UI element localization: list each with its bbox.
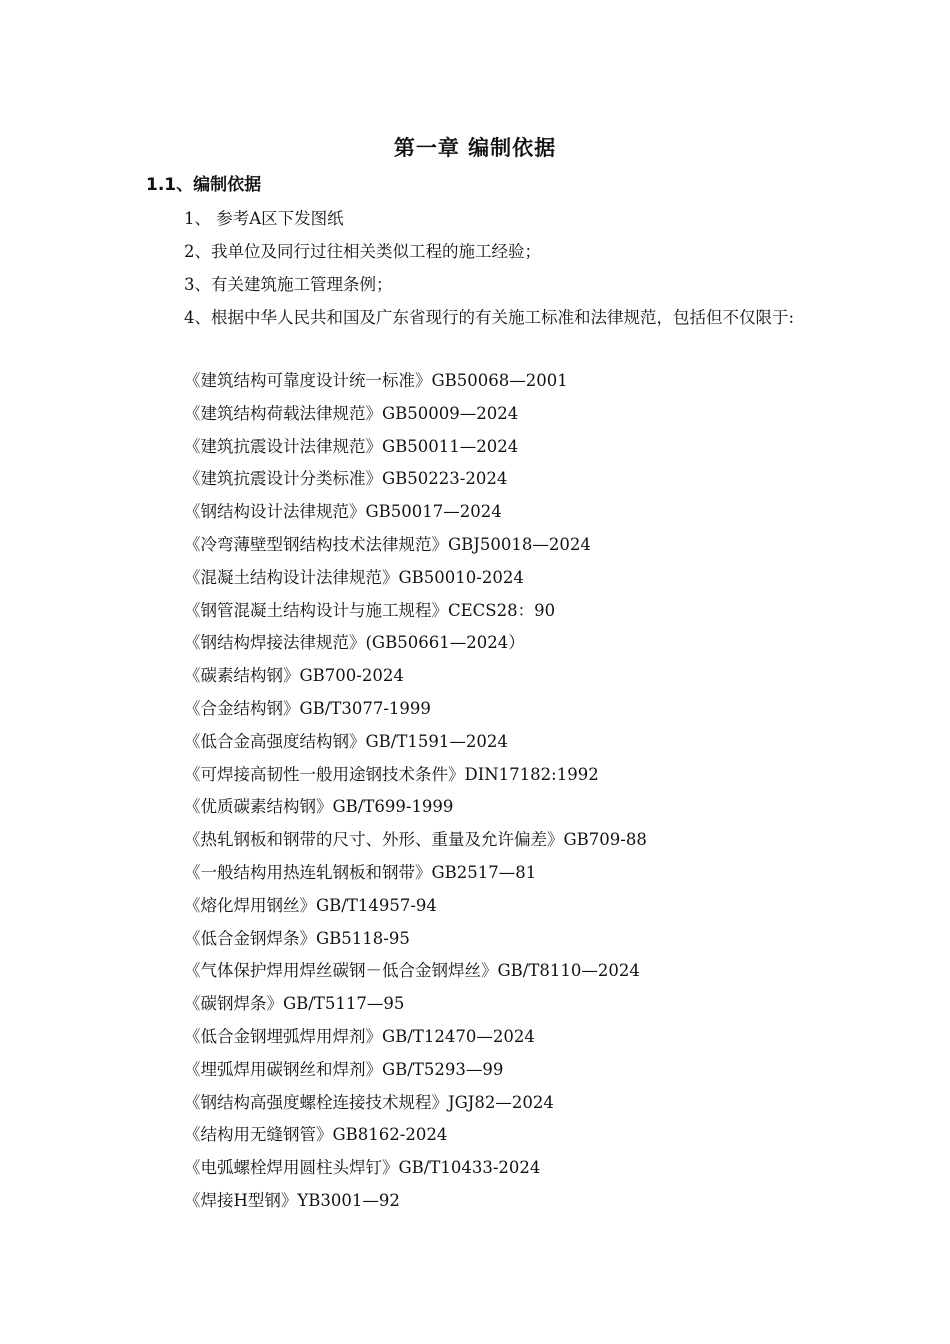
- standard-item: 《钢结构高强度螺栓连接技术规程》JGJ82—2024: [184, 1092, 554, 1112]
- standard-item: 《熔化焊用钢丝》GB/T14957-94: [184, 895, 437, 915]
- standard-item: 《埋弧焊用碳钢丝和焊剂》GB/T5293—99: [184, 1059, 504, 1079]
- standard-item: 《钢结构焊接法律规范》(GB50661—2024）: [184, 633, 525, 653]
- standard-item: 《优质碳素结构钢》GB/T699-1999: [184, 797, 454, 817]
- standard-item: 《碳素结构钢》GB700-2024: [184, 666, 404, 686]
- standard-item: 《碳钢焊条》GB/T5117—95: [184, 994, 405, 1014]
- basis-item-4: 4、根据中华人民共和国及广东省现行的有关施工标准和法律规范，包括但不仅限于:: [184, 308, 795, 327]
- standard-item: 《电弧螺栓焊用圆柱头焊钉》GB/T10433-2024: [184, 1158, 541, 1178]
- standard-item: 《冷弯薄壁型钢结构技术法律规范》GBJ50018—2024: [184, 534, 591, 554]
- basis-item-2: 2、我单位及同行过往相关类似工程的施工经验；: [184, 242, 541, 261]
- section-heading: 1.1、编制依据: [146, 175, 262, 195]
- standard-item: 《合金结构钢》GB/T3077-1999: [184, 698, 431, 718]
- standard-item: 《低合金钢焊条》GB5118-95: [184, 928, 410, 948]
- standard-item: 《建筑结构可靠度设计统一标准》GB50068—2001: [184, 371, 568, 390]
- standard-item: 《钢结构设计法律规范》GB50017—2024: [184, 502, 502, 522]
- standards-list: [184, 365, 647, 1218]
- standard-item: 《建筑结构荷载法律规范》GB50009—2024: [184, 403, 519, 423]
- standard-item: 《建筑抗震设计分类标准》GB50223-2024: [184, 469, 508, 489]
- standard-item: 《气体保护焊用焊丝碳钢－低合金钢焊丝》GB/T8110—2024: [184, 961, 640, 981]
- standard-item: 《低合金钢埋弧焊用焊剂》GB/T12470—2024: [184, 1026, 535, 1046]
- standard-item: 《钢管混凝土结构设计与施工规程》CECS28：90: [184, 600, 556, 620]
- basis-item-3: 3、有关建筑施工管理条例；: [184, 275, 393, 294]
- standard-item: 《热轧钢板和钢带的尺寸、外形、重量及允许偏差》GB709-88: [184, 830, 647, 850]
- standard-item: 《焊接H型钢》YB3001—92: [184, 1190, 400, 1210]
- standard-item: 《可焊接高韧性一般用途钢技术条件》DIN17182:1992: [184, 764, 599, 784]
- standard-item: 《一般结构用热连轧钢板和钢带》GB2517—81: [184, 862, 537, 882]
- standard-item: 《建筑抗震设计法律规范》GB50011—2024: [184, 436, 519, 456]
- chapter-title: 第一章 编制依据: [393, 136, 557, 160]
- basis-item-1: 1、 参考A区下发图纸: [184, 209, 344, 228]
- standard-item: 《低合金高强度结构钢》GB/T1591—2024: [184, 731, 508, 751]
- standard-item: 《混凝土结构设计法律规范》GB50010-2024: [184, 567, 524, 587]
- standard-item: 《结构用无缝钢管》GB8162-2024: [184, 1125, 448, 1145]
